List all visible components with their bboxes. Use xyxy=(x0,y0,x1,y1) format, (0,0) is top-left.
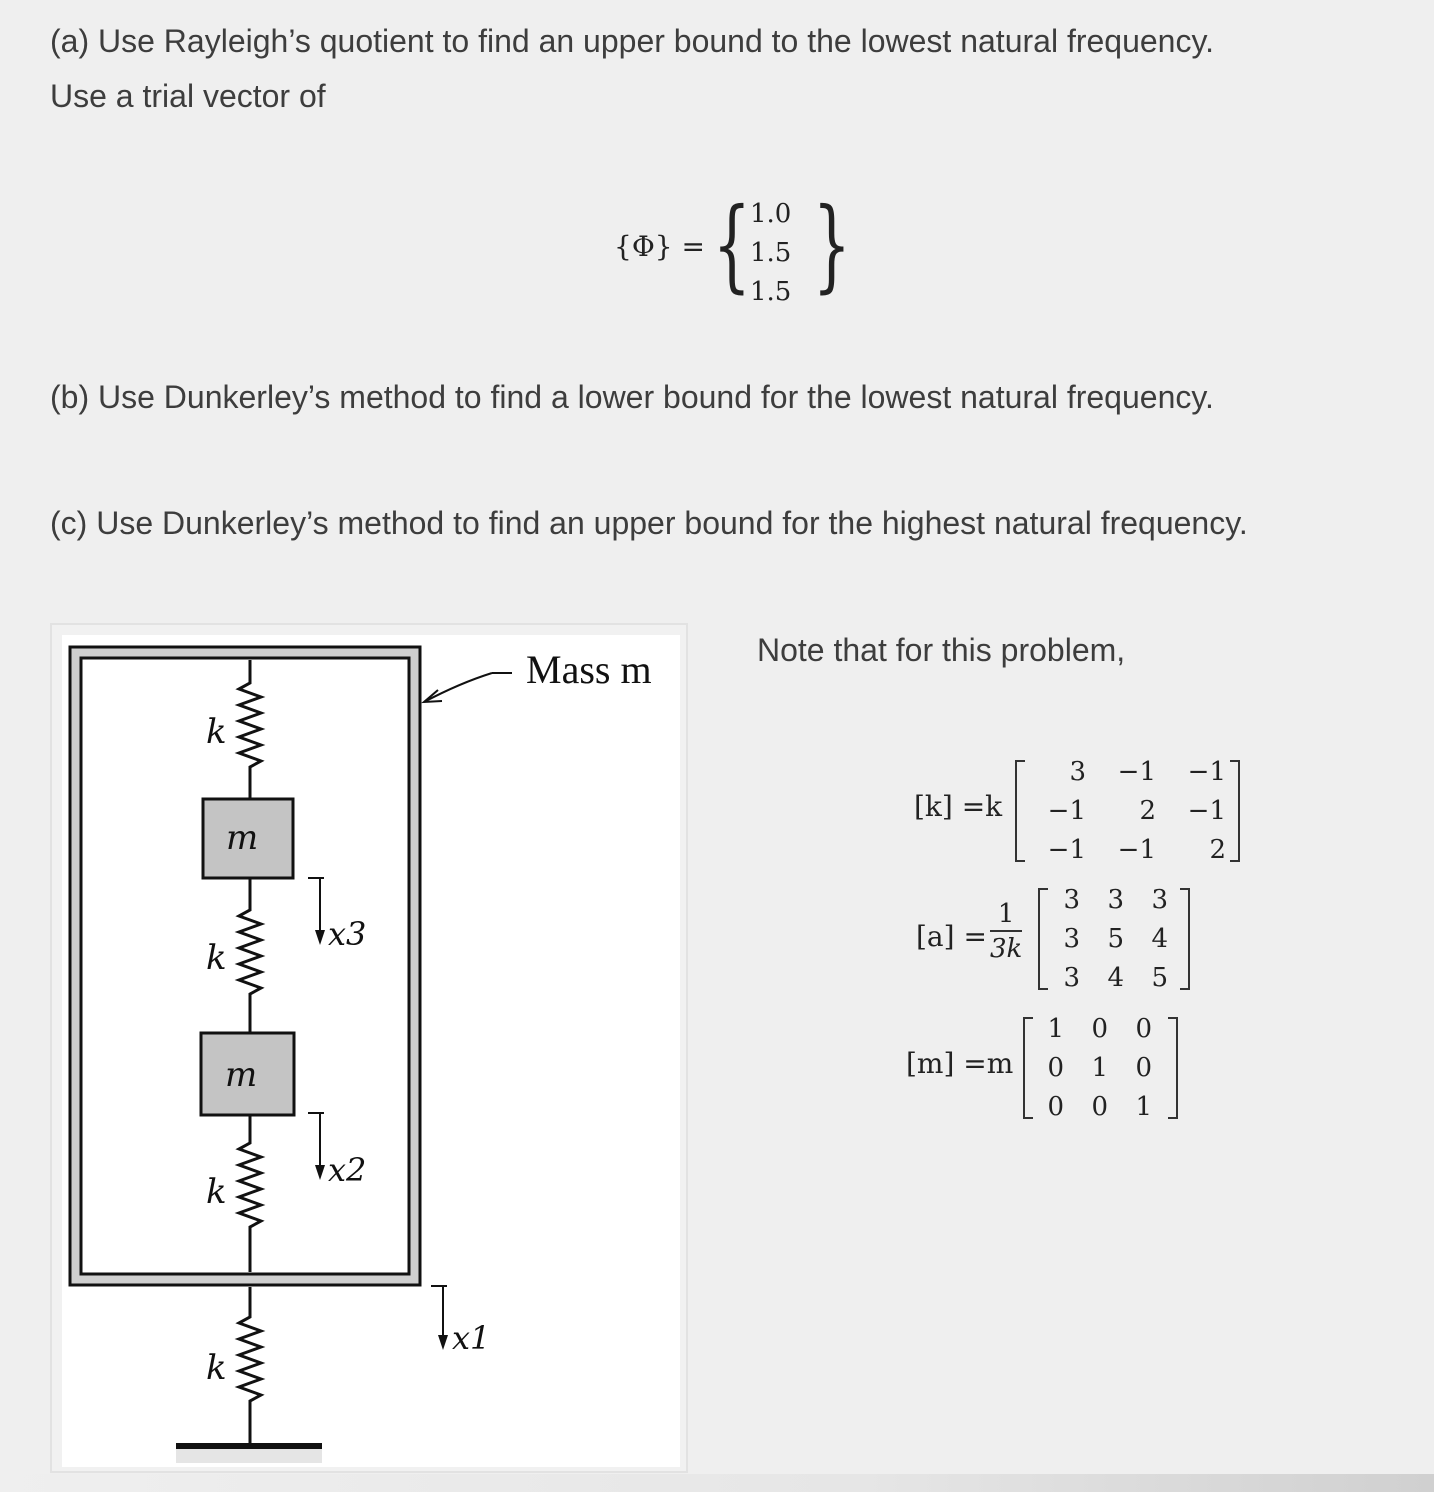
ground-bar xyxy=(176,1443,322,1449)
matrix-cell: 2 xyxy=(1209,834,1226,865)
trial-vector xyxy=(612,186,851,310)
coordinate-label-x3: x3 xyxy=(328,915,367,953)
coordinate-label-x2: x2 xyxy=(328,1151,367,1189)
matrix-cell: −1 xyxy=(1187,756,1226,787)
matrix-cell: 3 xyxy=(1063,884,1080,915)
mass-label: Mass m xyxy=(526,647,652,692)
flexibility-matrix xyxy=(916,880,1196,992)
spring-label: k xyxy=(206,1348,227,1388)
matrix-cell: 5 xyxy=(1107,923,1124,954)
right-bracket xyxy=(1168,1017,1178,1119)
question-b: (b) Use Dunkerley’s method to find a lower bound for the lowest natural frequency. xyxy=(50,379,1214,415)
mass-pointer-arrow xyxy=(424,673,512,702)
trial-vector-value: 1.0 xyxy=(750,199,792,229)
matrix-cell: 3 xyxy=(1151,884,1168,915)
matrix-cell: 0 xyxy=(1135,1013,1152,1044)
matrix-row xyxy=(1048,880,1168,919)
matrix-cell: 1 xyxy=(1135,1091,1152,1122)
question-c: (c) Use Dunkerley’s method to find an upper bound for the highest natural frequency. xyxy=(50,505,1248,541)
matrix-cell: 3 xyxy=(1063,923,1080,954)
trial-vector-value: 1.5 xyxy=(750,238,792,268)
fraction-numerator: 1 xyxy=(990,898,1022,932)
flexibility-fraction xyxy=(990,898,1022,966)
spring-label: k xyxy=(206,712,227,752)
matrix-cell: 4 xyxy=(1151,923,1168,954)
matrix-cell: −1 xyxy=(1047,795,1086,826)
matrix-row xyxy=(1032,791,1226,830)
matrix-cell: −1 xyxy=(1117,834,1156,865)
stiffness-matrix xyxy=(914,752,1244,864)
figure-canvas xyxy=(62,635,680,1467)
coordinate-arrow-x1 xyxy=(431,1286,448,1350)
matrix-row xyxy=(1032,1048,1152,1087)
matrix-cell: 0 xyxy=(1047,1052,1064,1083)
mass-block-label: m xyxy=(226,818,259,858)
matrix-cell: 1 xyxy=(1047,1013,1064,1044)
matrix-cell: 3 xyxy=(1063,962,1080,993)
matrix-cell: 1 xyxy=(1091,1052,1108,1083)
spring-label: k xyxy=(206,938,227,978)
left-brace: { xyxy=(712,186,751,303)
spring-mass-diagram xyxy=(62,635,680,1467)
stiffness-matrix-label: [k] =k xyxy=(914,790,1003,823)
matrix-row xyxy=(1032,752,1226,791)
trial-vector-values xyxy=(750,195,791,312)
note-text: Note that for this problem, xyxy=(757,632,1126,668)
left-bracket xyxy=(1015,760,1025,862)
question-a-line2: Use a trial vector of xyxy=(50,78,326,114)
ground-shadow xyxy=(176,1449,322,1463)
fraction-denominator: 3k xyxy=(990,934,1023,964)
left-bracket xyxy=(1038,888,1048,990)
system-figure xyxy=(50,623,688,1473)
matrix-row xyxy=(1032,1009,1152,1048)
matrix-cell: 0 xyxy=(1091,1013,1108,1044)
matrix-row xyxy=(1032,830,1226,869)
matrix-cell: −1 xyxy=(1047,834,1086,865)
mass-matrix-label: [m] =m xyxy=(906,1047,1014,1080)
matrix-row xyxy=(1048,919,1168,958)
matrix-cell: 0 xyxy=(1135,1052,1152,1083)
matrix-cell: 4 xyxy=(1107,962,1124,993)
trial-vector-value: 1.5 xyxy=(750,277,792,307)
matrix-cell: 0 xyxy=(1091,1091,1108,1122)
matrix-cell: 5 xyxy=(1151,962,1168,993)
mass-matrix-grid xyxy=(1032,1009,1152,1126)
trial-vector-label: {Φ} = xyxy=(614,230,705,263)
question-a xyxy=(50,14,1214,124)
coordinate-label-x1: x1 xyxy=(452,1319,491,1357)
matrix-row xyxy=(1032,1087,1152,1126)
matrix-cell: 3 xyxy=(1107,884,1124,915)
mass-matrix xyxy=(906,1007,1186,1122)
flexibility-matrix-label: [a] = xyxy=(916,920,987,953)
right-bracket xyxy=(1180,888,1190,990)
right-brace: } xyxy=(812,186,851,303)
question-a-line1: (a) Use Rayleigh’s quotient to find an upper bound to the lowest natural frequency. xyxy=(50,23,1214,59)
matrix-cell: 2 xyxy=(1139,795,1156,826)
flexibility-matrix-grid xyxy=(1048,880,1168,997)
matrix-cell: 3 xyxy=(1069,756,1086,787)
matrix-cell: 0 xyxy=(1047,1091,1064,1122)
matrix-cell: −1 xyxy=(1117,756,1156,787)
right-bracket xyxy=(1230,760,1240,862)
spring-label: k xyxy=(206,1172,227,1212)
mass-block-label: m xyxy=(225,1055,258,1095)
matrix-cell: −1 xyxy=(1187,795,1226,826)
bottom-shade xyxy=(0,1474,1434,1492)
matrix-row xyxy=(1048,958,1168,997)
spring-ground xyxy=(239,1287,261,1445)
stiffness-matrix-grid xyxy=(1032,752,1226,869)
